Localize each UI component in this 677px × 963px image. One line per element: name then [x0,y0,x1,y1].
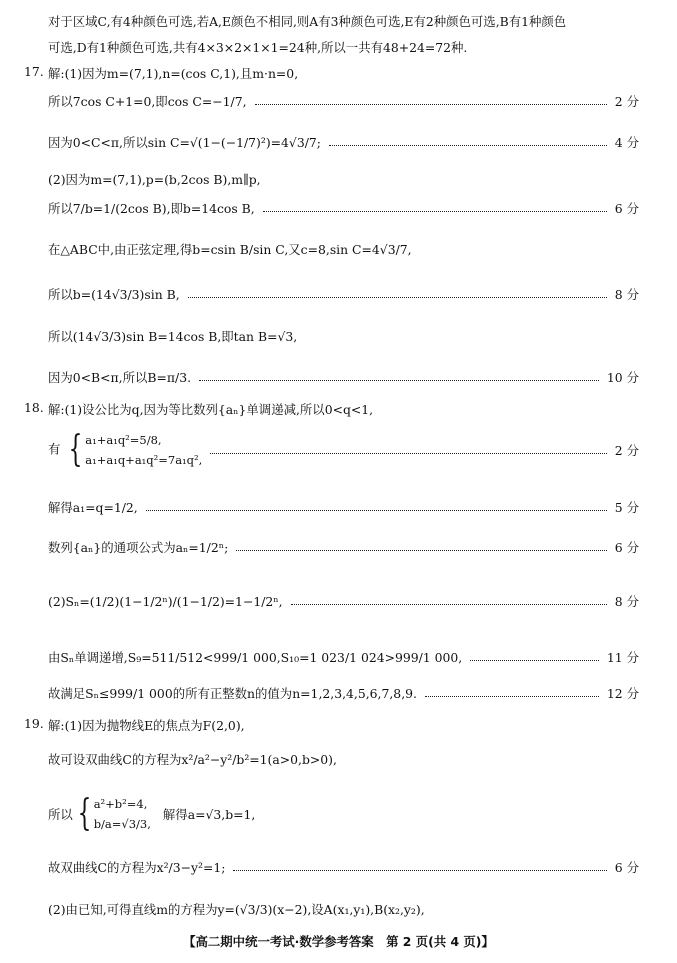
q18-step-d [48,592,639,610]
score: 2 分 [614,94,639,109]
dot-leader [425,696,599,697]
step-text: 解得a=√3,b=1, [162,807,256,822]
step-text: 故满足Sₙ≤999/1 000的所有正整数n的值为n=1,2,3,4,5,6,7,8,9. [48,686,417,701]
q17-step-d [48,199,639,217]
score: 11 分 [606,650,639,665]
q17-step-g: 所以(14√3/3)sin B=14cos B,即tan B=√3, [48,329,298,344]
equation-row: b/a=√3/3, [93,817,151,831]
score: 8 分 [614,287,639,302]
dot-leader [199,380,599,381]
score: 5 分 [614,500,639,515]
step-text: 所以7cos C+1=0,即cos C=−1/7, [48,94,247,109]
q18-step-b [48,498,639,516]
equation-row: a₁+a₁q²=5/8, [85,433,162,447]
q18-step-f [48,684,639,702]
system-prefix: 有 [48,441,61,457]
score: 6 分 [614,540,639,555]
text-line: 对于区域C,有4种颜色可选,若A,E颜色不相同,则A有3种颜色可选,E有2种颜色可选,B有1种颜色 [48,14,567,29]
score: 6 分 [614,201,639,216]
step-text: 数列{aₙ}的通项公式为aₙ=1/2ⁿ; [48,540,229,555]
step-text: 故双曲线C的方程为x²/3−y²=1; [48,860,226,875]
q17-step-e: 在△ABC中,由正弦定理,得b=csin B/sin C,又c=8,sin C=4√3/7, [48,242,412,257]
step-text: 由Sₙ单调递增,S₉=511/512<999/1 000,S₁₀=1 023/1 024>999/1 000, [48,650,463,665]
dot-leader [255,104,607,105]
score: 10 分 [606,370,639,385]
page-footer: 【高二期中统一考试·数学参考答案 第 2 页(共 4 页)】 [183,934,494,949]
q18-header: 解:(1)设公比为q,因为等比数列{aₙ}单调递减,所以0<q<1, [48,402,374,417]
dot-leader [291,604,607,605]
step-text: 所以7/b=1/(2cos B),即b=14cos B, [48,201,255,216]
step-text: 因为0<B<π,所以B=π/3. [48,370,192,385]
dot-leader [263,211,607,212]
step-text: 解得a₁=q=1/2, [48,500,138,515]
score: 2 分 [614,443,639,458]
step-text: 所以b=(14√3/3)sin B, [48,287,180,302]
system-prefix: 所以 [48,807,73,822]
dot-leader [146,510,607,511]
q17-header: 解:(1)因为m=(7,1),n=(cos C,1),且m·n=0, [48,66,299,81]
step-text: 因为0<C<π,所以sin C=√(1−(−1/7)²)=4√3/7; [48,135,321,150]
question-number-17: 17. [24,64,44,79]
q19-step-a: 故可设双曲线C的方程为x²/a²−y²/b²=1(a>0,b>0), [48,752,337,767]
q18-step-e [48,648,639,666]
q17-step-h [48,368,639,386]
dot-leader [236,550,607,551]
q18-step-c [48,538,639,556]
q17-step-b [48,133,639,151]
q19-step-d: (2)由已知,可得直线m的方程为y=(√3/3)(x−2),设A(x₁,y₁),B(x₂,y₂), [48,902,425,917]
score: 8 分 [614,594,639,609]
equation-row: a²+b²=4, [93,797,148,811]
equation-system [73,793,151,834]
step-text [48,429,203,470]
equation-row: a₁+a₁q+a₁q²=7a₁q², [85,453,203,467]
dot-leader [188,297,607,298]
q19-step-c [48,858,639,876]
score: 6 分 [614,860,639,875]
step-text: (2)Sₙ=(1/2)(1−1/2ⁿ)/(1−1/2)=1−1/2ⁿ, [48,593,283,609]
score: 4 分 [614,135,639,150]
dot-leader [470,660,599,661]
q17-step-f [48,285,639,303]
q19-step-b [48,786,639,842]
q17-step-a [48,92,639,110]
q19-header: 解:(1)因为抛物线E的焦点为F(2,0), [48,718,245,733]
q18-step-a [48,422,639,478]
brace-icon: { [68,429,83,470]
question-number-18: 18. [24,400,44,415]
question-number-19: 19. [24,716,44,731]
score: 12 分 [606,686,639,701]
q17-step-c: (2)因为m=(7,1),p=(b,2cos B),m∥p, [48,172,261,187]
brace-icon: { [77,793,92,834]
dot-leader [233,870,606,871]
equation-system [64,429,203,470]
dot-leader [329,145,607,146]
dot-leader [210,453,606,454]
text-line: 可选,D有1种颜色可选,共有4×3×2×1×1=24种,所以一共有48+24=72种. [48,40,468,55]
